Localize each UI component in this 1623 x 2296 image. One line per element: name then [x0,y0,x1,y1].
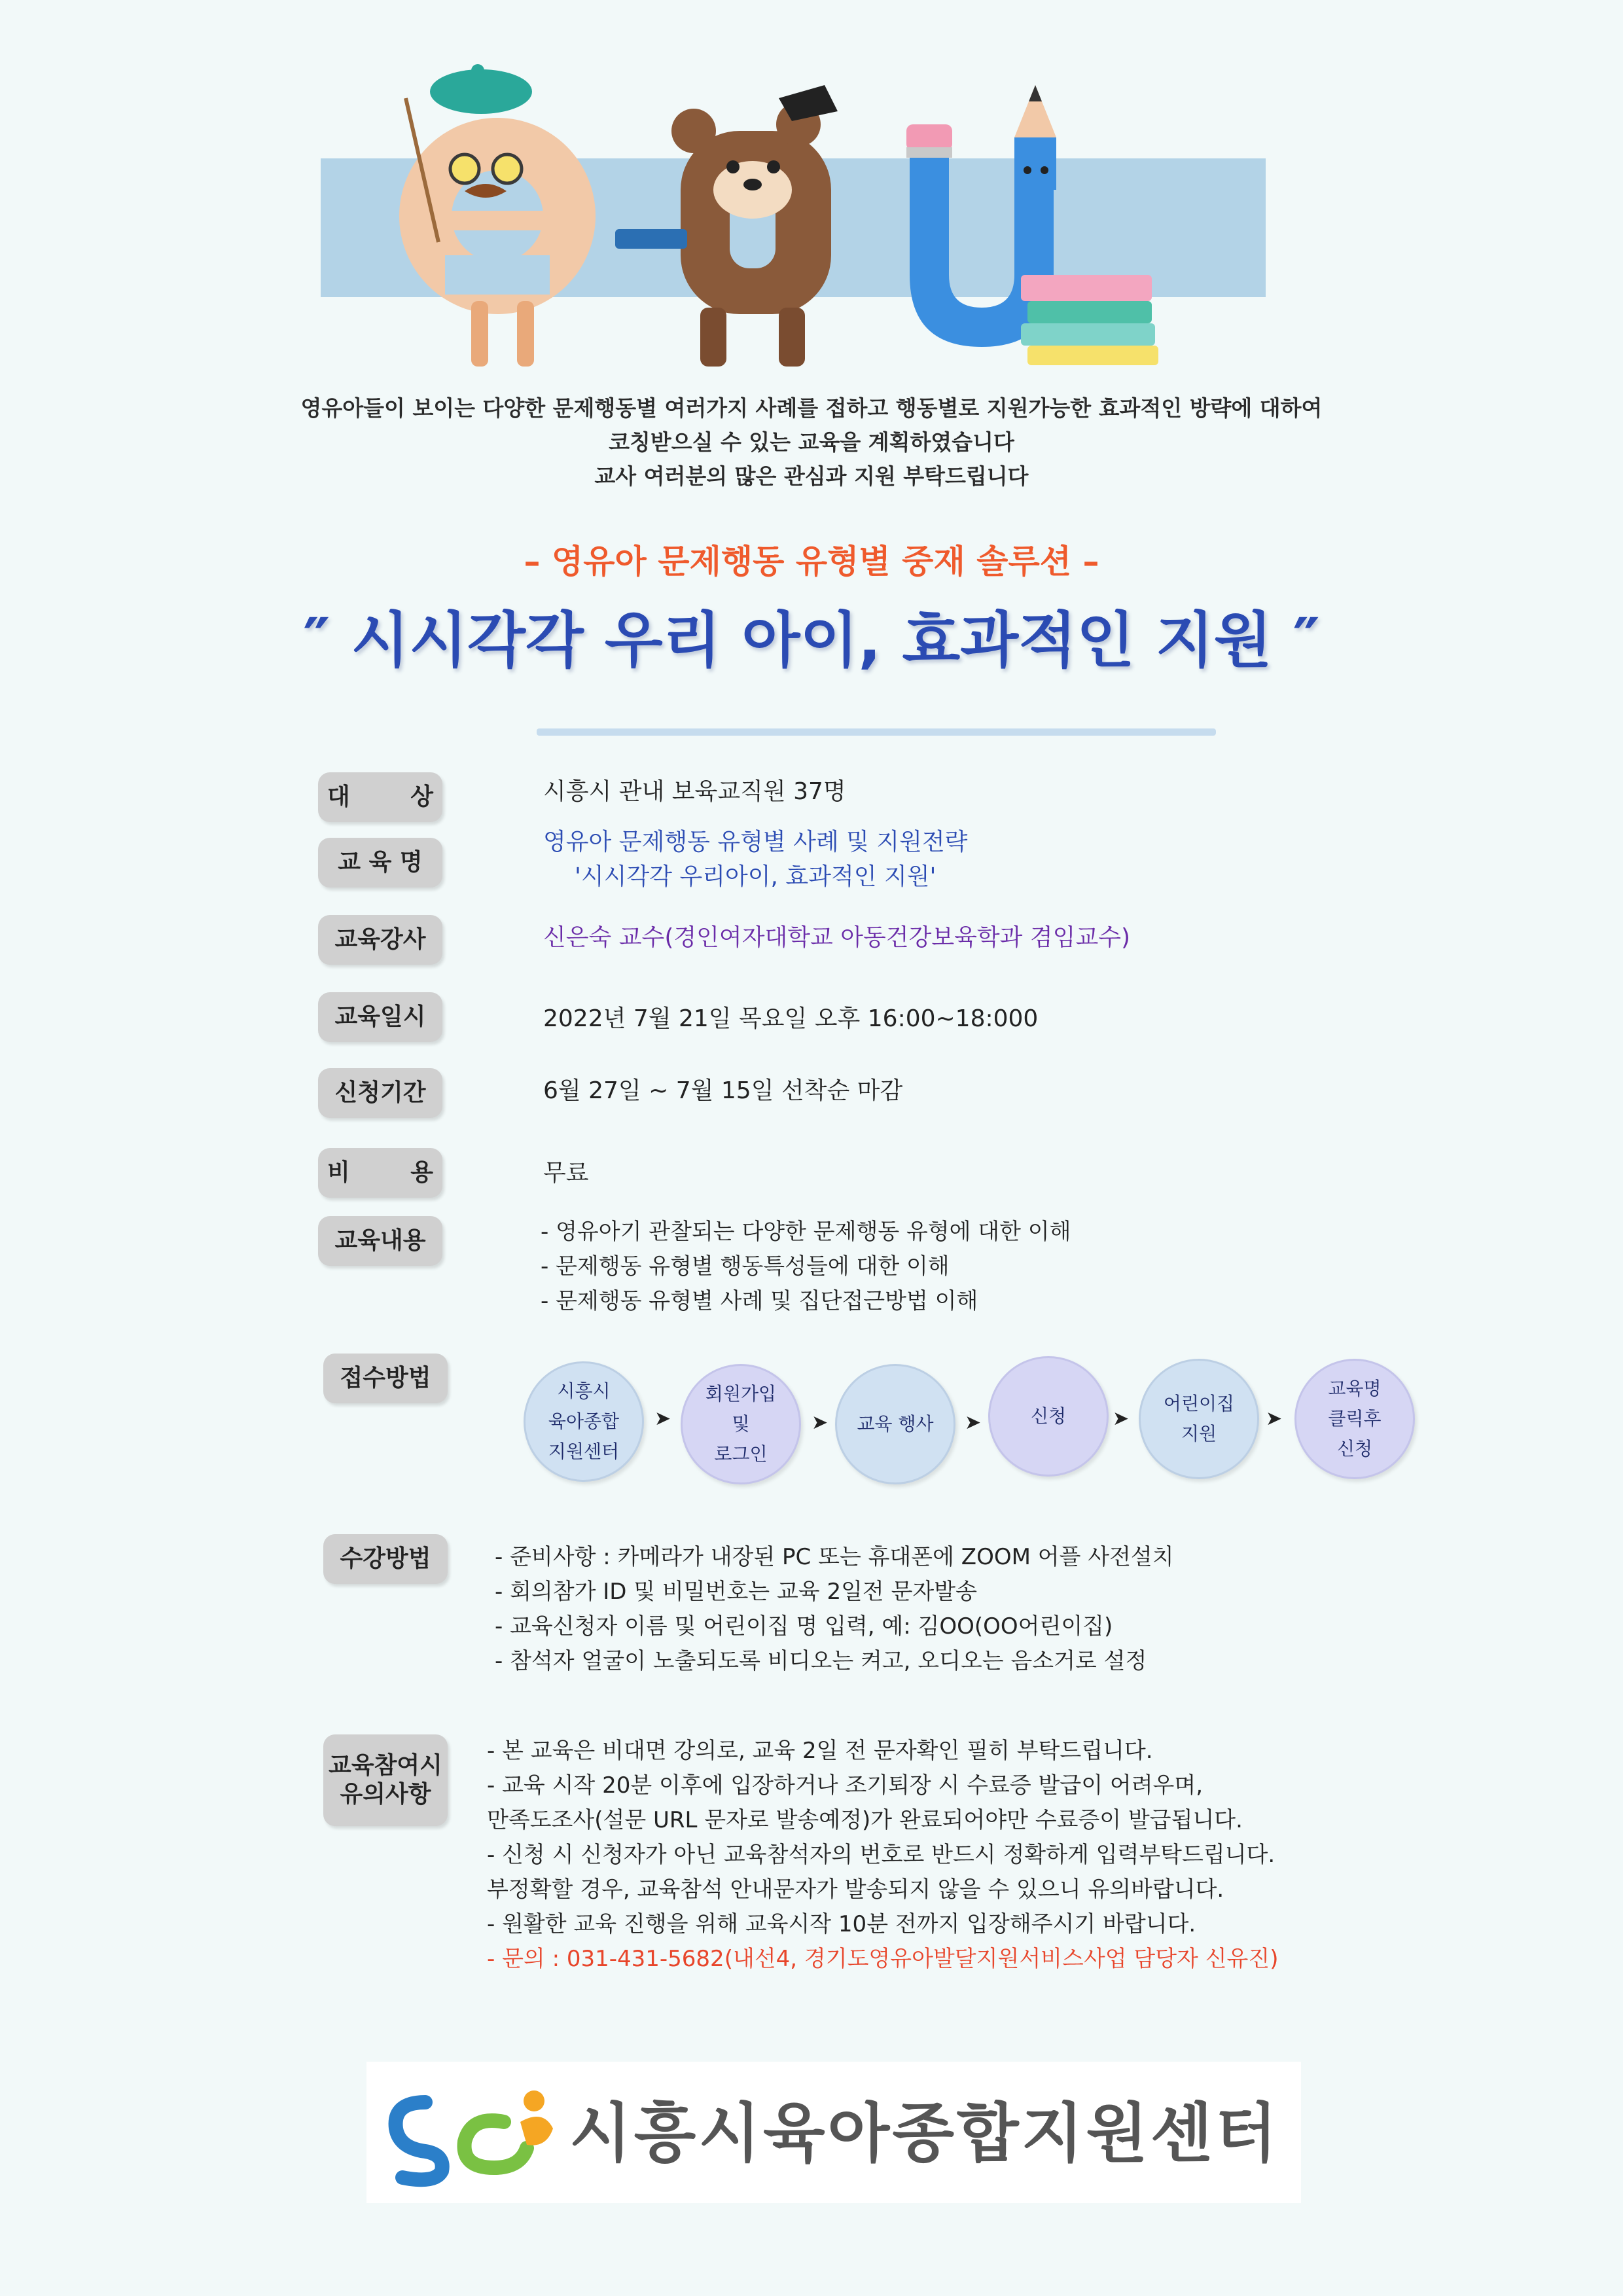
subtitle: – 영유아 문제행동 유형별 중재 솔루션 – [524,543,1099,581]
list-item: - 본 교육은 비대면 강의로, 교육 2일 전 문자확인 필히 부탁드립니다. [487,1738,1153,1764]
list-item: 만족도조사(설문 URL 문자로 발송예정)가 완료되어야만 수료증이 발급됩니다. [487,1807,1243,1833]
edu-mascot-illustration [366,39,1217,380]
date-value: 2022년 7월 21일 목요일 오후 16:00~18:000 [543,1005,1039,1032]
list-item: - 원활한 교육 진행을 위해 교육시작 10분 전까지 입장해주시기 바랍니다. [487,1911,1196,1937]
method-label: 수강방법 [323,1534,448,1584]
notice-label-line: 교육참여시 [329,1752,442,1779]
list-item: - 교육 시작 20분 이후에 입장하거나 조기퇴장 시 수료증 발급이 어려우며, [487,1772,1204,1799]
date-label: 교육일시 [318,992,442,1042]
intro-line: 영유아들이 보이는 다양한 문제행동별 여러가지 사례를 접하고 행동별로 지원가능한 효과적인 방략에 대하여 [300,395,1323,421]
list-item: - 문제행동 유형별 행동특성들에 대한 이해 [541,1253,950,1280]
step-line: 신청 [1336,1438,1373,1460]
step-line: 육아종합 [548,1410,620,1432]
arrow-icon: ➤ [1266,1407,1283,1430]
step-signup-login [681,1364,801,1484]
apply-period-value: 6월 27일 ~ 7월 15일 선착순 마감 [543,1077,903,1104]
step-line: 교육 행사 [857,1413,934,1435]
list-item: - 참석자 얼굴이 노출되도록 비디오는 켜고, 오디오는 음소거로 설정 [495,1648,1147,1674]
arrow-icon: ➤ [654,1407,671,1430]
stacked-books-icon [1021,275,1158,365]
step-line: 회원가입 [705,1383,777,1405]
lecturer-label: 교육강사 [318,915,442,965]
org-name: 시흥시육아종합지원센터 [569,2096,1280,2171]
arrow-icon: ➤ [812,1411,829,1434]
main-title: ″ 시시각각 우리 아이, 효과적인 지원 ″ [303,605,1320,675]
step-line: 시흥시 [557,1380,611,1402]
content-list [541,1215,1071,1319]
letter-d-bear-icon [615,85,838,367]
list-item: - 교육신청자 이름 및 어린이집 명 입력, 예: 김OO(OO어린이집) [495,1613,1113,1640]
step-line: 신청 [1030,1405,1067,1427]
intro-line: 교사 여러분의 많은 관심과 지원 부탁드립니다 [594,463,1029,489]
apply-period-label: 신청기간 [318,1068,442,1118]
notice-label-line: 유의사항 [340,1781,431,1808]
fee-label: 비 용 [318,1148,442,1198]
list-item: - 준비사항 : 카메라가 내장된 PC 또는 휴대폰에 ZOOM 어플 사전설치 [495,1544,1174,1570]
list-item: 부정확할 경우, 교육참석 안내문자가 발송되지 않을 수 있으니 유의바랍니다. [487,1876,1224,1903]
step-line: 어린이집 [1163,1393,1235,1414]
step-childcare-center [524,1361,644,1482]
notice-list [487,1734,1279,1977]
arrow-icon: ➤ [1113,1407,1130,1430]
course-value: 영유아 문제행동 유형별 사례 및 지원전략 [543,829,968,855]
step-line: 지원 [1181,1423,1217,1444]
step-line: 지원센터 [548,1441,620,1462]
content-label: 교육내용 [318,1216,442,1266]
title-divider [537,728,1216,736]
list-item: - 문제행동 유형별 사례 및 집단접근방법 이해 [541,1288,978,1314]
target-value: 시흥시 관내 보육교직원 37명 [543,778,846,805]
intro-paragraph [0,391,1623,493]
step-line: 및 [732,1413,750,1435]
contact-info: - 문의 : 031-431-5682(내선4, 경기도영유아발달지원서비스사업 담당자 신유진) [487,1946,1279,1972]
step-click-course [1294,1359,1415,1479]
step-line: 클릭후 [1328,1408,1382,1429]
letter-e-character-icon [399,64,596,367]
step-apply [988,1356,1109,1477]
step-line: 로그인 [714,1443,768,1465]
arrow-icon: ➤ [965,1411,982,1434]
list-item: - 영유아기 관찰되는 다양한 문제행동 유형에 대한 이해 [541,1219,1071,1245]
intro-line: 코칭받으실 수 있는 교육을 계획하였습니다 [609,429,1014,455]
course-label: 교 육 명 [318,838,442,888]
step-daycare-support [1139,1359,1259,1479]
list-item: - 회의참가 ID 및 비밀번호는 교육 2일전 문자발송 [495,1579,977,1605]
lecturer-value: 신은숙 교수(경인여자대학교 아동건강보육학과 겸임교수) [543,924,1131,951]
list-item: - 신청 시 신청자가 아닌 교육참석자의 번호로 반드시 정확하게 입력부탁드립니다. [487,1842,1275,1868]
notice-label [323,1734,448,1826]
step-line: 교육명 [1328,1378,1382,1399]
target-label: 대 상 [318,772,442,822]
reception-label: 접수방법 [323,1354,448,1403]
fee-value: 무료 [543,1160,589,1187]
org-logo-mark-icon [380,2076,563,2187]
course-subtitle-value: '시시각각 우리아이, 효과적인 지원' [575,863,936,890]
method-list [495,1540,1174,1679]
step-education-event [835,1364,955,1484]
